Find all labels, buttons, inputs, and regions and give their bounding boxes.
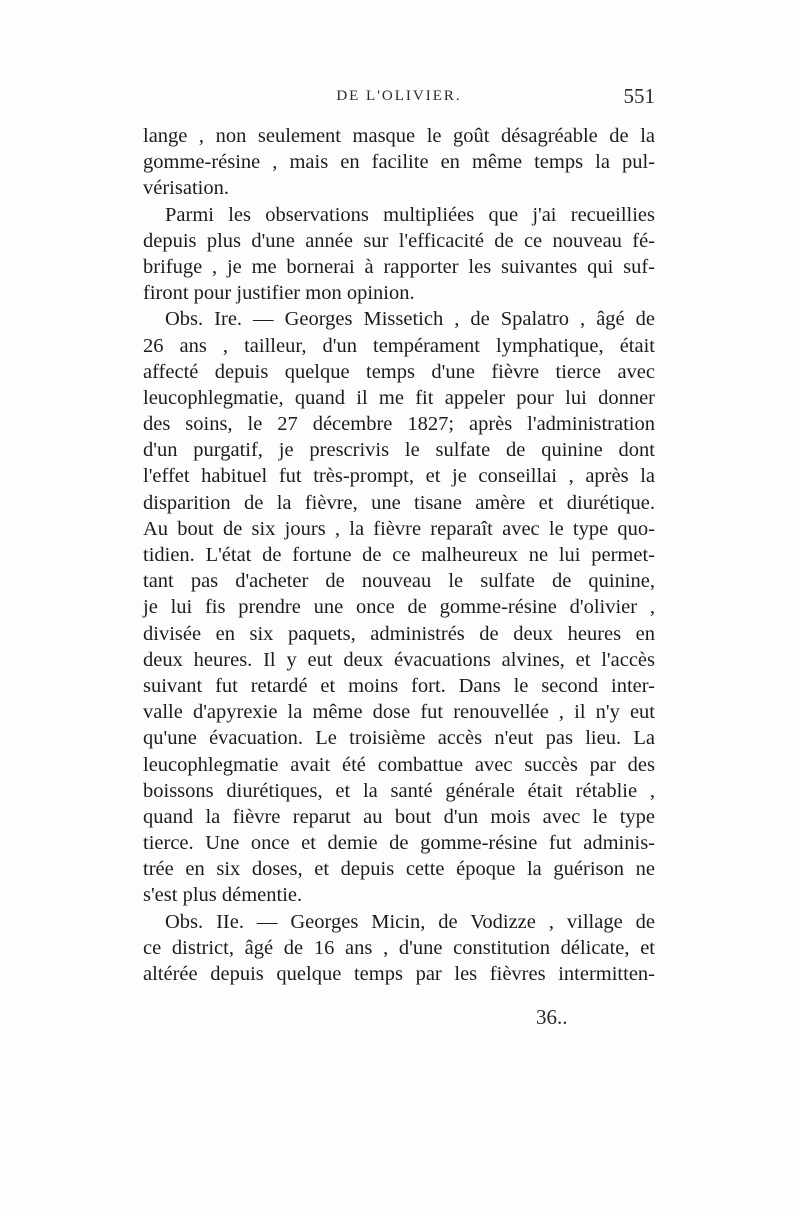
text-line: qu'une évacuation. Le troisième accès n'eut pas lieu. La: [143, 727, 655, 750]
paragraph-start-line: Parmi les observations multipliées que j'ai recueillies: [165, 203, 655, 226]
text-line: Au bout de six jours , la fièvre reparaît avec le type quo-: [143, 517, 655, 540]
text-line: disparition de la fièvre, une tisane amère et diurétique.: [143, 491, 655, 514]
text-line: depuis plus d'une année sur l'efficacité de ce nouveau fé-: [143, 229, 655, 252]
observation-heading-line: Obs. Ire. — Georges Missetich , de Spalatro , âgé de: [165, 308, 655, 331]
running-title: DE L'OLIVIER.: [336, 88, 462, 104]
text-line: divisée en six paquets, administrés de deux heures en: [143, 622, 655, 645]
text-line: leucophlegmatie, quand il me fit appeler pour lui donner: [143, 386, 655, 409]
text-line: suivant fut retardé et moins fort. Dans le second inter-: [143, 674, 655, 697]
text-line: firont pour justifier mon opinion.: [143, 282, 415, 305]
text-line: 26 ans , tailleur, d'un tempérament lymphatique, était: [143, 334, 655, 357]
text-line: valle d'apyrexie la même dose fut renouvellée , il n'y eut: [143, 701, 655, 724]
text-line: vérisation.: [143, 177, 229, 200]
text-line: trée en six doses, et depuis cette époque la guérison ne: [143, 858, 655, 881]
text-line: deux heures. Il y eut deux évacuations alvines, et l'accès: [143, 648, 655, 671]
text-line: altérée depuis quelque temps par les fièvres intermitten-: [143, 963, 655, 985]
text-line: affecté depuis quelque temps d'une fièvre tierce avec: [143, 360, 655, 383]
text-line: gomme-résine , mais en facilite en même temps la pul-: [143, 151, 655, 174]
text-line: tierce. Une once et demie de gomme-résine fut adminis-: [143, 832, 655, 855]
text-line: l'effet habituel fut très-prompt, et je conseillai , après la: [143, 465, 655, 488]
text-line: d'un purgatif, je prescrivis le sulfate de quinine dont: [143, 439, 655, 462]
text-line: tidien. L'état de fortune de ce malheureux ne lui permet-: [143, 544, 655, 566]
running-head: [143, 84, 655, 112]
observation-heading-line: Obs. IIe. — Georges Micin, de Vodizze , village de: [165, 910, 655, 933]
page-number: 551: [623, 84, 655, 108]
body-text: [143, 123, 655, 987]
text-line: quand la fièvre reparut au bout d'un mois avec le type: [143, 805, 655, 828]
text-line: s'est plus démentie.: [143, 884, 303, 907]
text-line: lange , non seulement masque le goût désagréable de la: [143, 125, 655, 147]
text-line: des soins, le 27 décembre 1827; après l'administration: [143, 413, 655, 436]
text-line: boissons diurétiques, et la santé générale était rétablie ,: [143, 779, 655, 802]
text-line: tant pas d'acheter de nouveau le sulfate de quinine,: [143, 570, 655, 593]
text-line: brifuge , je me bornerai à rapporter les suivantes qui suf-: [143, 255, 655, 278]
text-line: leucophlegmatie avait été combattue avec succès par des: [143, 753, 655, 776]
text-line: ce district, âgé de 16 ans , d'une constitution délicate, et: [143, 936, 655, 959]
text-line: je lui fis prendre une once de gomme-résine d'olivier ,: [143, 596, 655, 619]
signature-mark: 36..: [536, 1005, 568, 1029]
